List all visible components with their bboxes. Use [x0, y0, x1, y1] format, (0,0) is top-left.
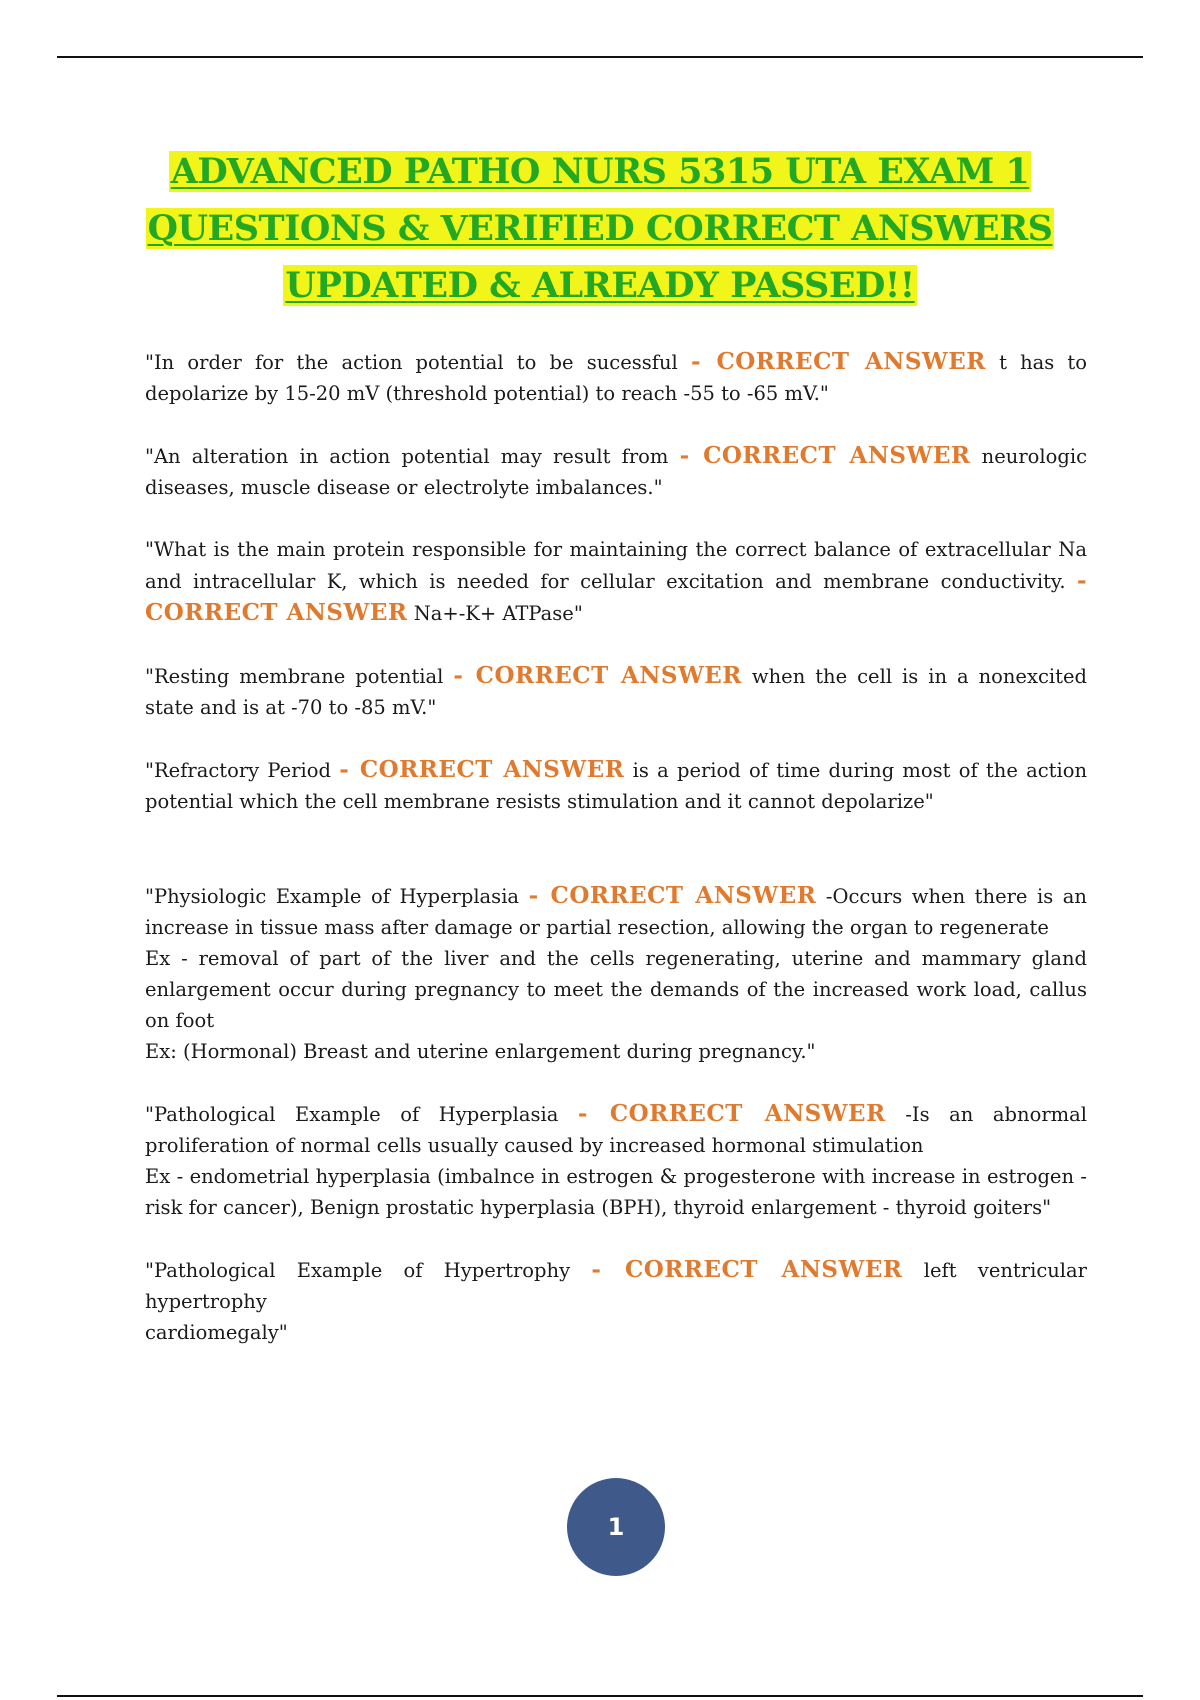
page-number-badge [567, 1478, 665, 1576]
correct-answer-label: - CORRECT ANSWER [339, 756, 625, 783]
answer-text: Na+-K+ ATPase" [413, 602, 583, 625]
answer-text: t has to depolarize by 15-20 mV (threshold potential) to reach -55 to -65 mV." [145, 351, 1087, 405]
title-line [120, 200, 1080, 257]
qa-item [145, 440, 1087, 503]
document-title [120, 143, 1080, 314]
title-line-text: ADVANCED PATHO NURS 5315 UTA EXAM 1 [170, 151, 1030, 192]
title-line-text: UPDATED & ALREADY PASSED!! [285, 265, 915, 306]
bottom-rule [57, 1695, 1143, 1697]
qa-list [145, 346, 1087, 1379]
correct-answer-label: - CORRECT ANSWER [690, 348, 986, 375]
question-text: "In order for the action potential to be sucessful [145, 351, 678, 374]
top-rule [57, 56, 1143, 58]
answer-text: -Occurs when there is an increase in tissue mass after damage or partial resection, allowing the organ to regenerate Ex - removal of part of the liver and the cells regenerating, uterine and mammary gland enlargement occur during pregnancy to meet the demands of the increased work load, callus on foot Ex: (Hormonal) Breast and uterine enlargement during pregnancy." [145, 885, 1087, 1063]
question-text: "Refractory Period [145, 759, 331, 782]
qa-item [145, 880, 1087, 1067]
qa-item [145, 660, 1087, 723]
question-text: "Pathological Example of Hyperplasia [145, 1103, 559, 1126]
correct-answer-label: - CORRECT ANSWER [528, 882, 817, 909]
qa-item [145, 1254, 1087, 1348]
page-number: 1 [607, 1513, 625, 1541]
question-text: "Pathological Example of Hypertrophy [145, 1259, 571, 1282]
title-line [120, 257, 1080, 314]
title-line-text: QUESTIONS & VERIFIED CORRECT ANSWERS [147, 208, 1053, 249]
answer-text: neurologic diseases, muscle disease or electrolyte imbalances." [145, 445, 1087, 499]
question-text: "What is the main protein responsible for maintaining the correct balance of extracellular Na and intracellular K, which is needed for cellular excitation and membrane conductivity. [145, 538, 1087, 593]
title-line [120, 143, 1080, 200]
qa-item [145, 754, 1087, 817]
correct-answer-label: - CORRECT ANSWER [679, 442, 971, 469]
qa-item [145, 1098, 1087, 1223]
question-text: "An alteration in action potential may result from [145, 445, 669, 468]
question-text: "Resting membrane potential [145, 665, 444, 688]
qa-item [145, 346, 1087, 409]
question-text: "Physiologic Example of Hyperplasia [145, 885, 520, 908]
answer-text: when the cell is in a nonexcited state and is at -70 to -85 mV." [145, 665, 1087, 719]
qa-item [145, 534, 1087, 629]
answer-text: left ventricular hypertrophy cardiomegaly" [145, 1259, 1087, 1344]
correct-answer-label: - CORRECT ANSWER [577, 1100, 886, 1127]
answer-text: -Is an abnormal proliferation of normal cells usually caused by increased hormonal stimulation Ex - endometrial hyperplasia (imbalnce in estrogen & progesterone with increase in estrogen - risk for cancer), Benign prostatic hyperplasia (BPH), thyroid enlargement - thyroid goiters" [145, 1103, 1087, 1219]
answer-text: is a period of time during most of the action potential which the cell membrane resists stimulation and it cannot depolarize" [145, 759, 1088, 813]
correct-answer-label: - CORRECT ANSWER [145, 567, 1088, 626]
correct-answer-label: - CORRECT ANSWER [453, 662, 742, 689]
correct-answer-label: - CORRECT ANSWER [591, 1256, 903, 1283]
